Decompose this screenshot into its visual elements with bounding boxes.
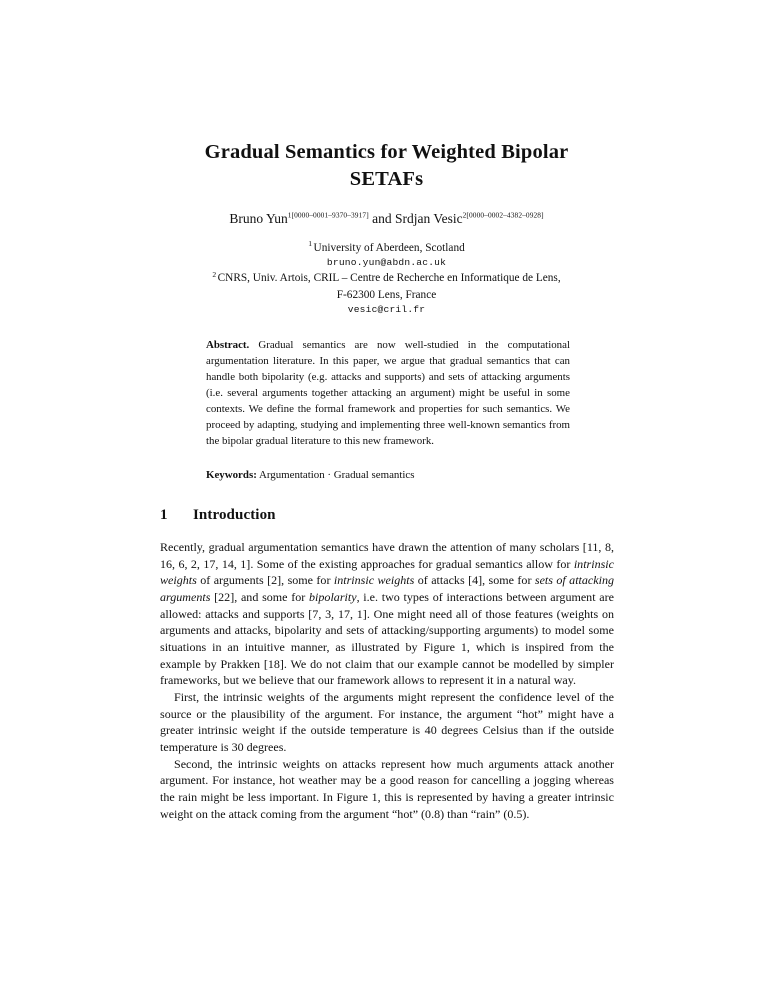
section-number: 1: [160, 507, 168, 523]
paper-title-block: [160, 139, 613, 194]
abstract-block: [206, 338, 570, 450]
author-1-affiliation-mark: 1[0000–0001–9370–3917]: [287, 210, 369, 220]
title-line-1: Gradual Semantics for Weighted Bipolar: [204, 141, 569, 163]
affiliation-2-mark: 2: [212, 269, 217, 279]
author-conjunction: and: [368, 211, 395, 226]
keywords-label: Keywords:: [206, 469, 257, 481]
title-line-2: SETAFs: [349, 168, 424, 191]
paragraph-2: First, the intrinsic weights of the arguments might represent the confidence level of the source or the plausibility of the argument. For instance, the argument “hot” might have a greater intrinsic weight if the outside temperature is 40 degrees Celsius than if the outside temperature is 30 degrees.: [160, 689, 614, 754]
author-2-affiliation-mark: 2[0000–0002–4382–0928]: [462, 210, 544, 220]
abstract-label: Abstract.: [206, 339, 250, 351]
body-content: [160, 539, 614, 822]
affiliation-2-text: CNRS, Univ. Artois, CRIL – Centre de Recherche en Informatique de Lens,: [217, 272, 561, 285]
affiliation-1-mark: 1: [308, 239, 313, 249]
paragraph-1: [160, 539, 614, 689]
author-1-name: Bruno Yun: [229, 211, 288, 226]
keywords-block: [206, 468, 570, 484]
paragraph-1-seg-3: of attacks [4], some for: [414, 573, 535, 588]
author-1-orcid: [0000–0001–9370–3917]: [291, 210, 369, 220]
keywords-text: Argumentation · Gradual semantics: [258, 469, 415, 481]
paragraph-1-emph-3: sets of attacking arguments: [160, 573, 615, 604]
affiliation-list: [130, 240, 643, 317]
author-2-orcid: [0000–0002–4382–0928]: [466, 210, 544, 220]
affiliation-2-line-1: [130, 270, 643, 286]
affiliation-1-email: bruno.yun@abdn.ac.uk: [326, 257, 447, 269]
section-heading-introduction: [160, 507, 613, 524]
section-title: Introduction: [193, 507, 276, 523]
abstract-text: Gradual semantics are now well-studied in the computational argumentation literature. In this paper, we argue that gradual semantics that can handle both bipolarity (e.g. attacks and supports) and sets of attacking arguments (i.e. several arguments together attacking an argument) might be useful in some contexts. We define the formal framework and properties for such semantics. We proceed by adapting, studying and implementing three well-known semantics from the bipolar gradual literature to this new framework.: [206, 339, 570, 447]
paragraph-1-emph-2: intrinsic weights: [333, 573, 415, 588]
author-2-name: Srdjan Vesic: [395, 211, 463, 226]
paragraph-1-seg-2: of arguments [2], some for: [196, 573, 334, 588]
paragraph-1-emph-1: intrinsic weights: [160, 556, 614, 588]
paragraph-1-seg-4: [22], and some for: [210, 589, 310, 604]
paragraph-1-emph-4: bipolarity: [309, 589, 357, 604]
page-title: [160, 139, 613, 194]
affiliation-2-email: vesic@cril.fr: [347, 304, 426, 316]
affiliation-2-line-2: F-62300 Lens, France: [336, 288, 437, 301]
affiliation-1-text: University of Aberdeen, Scotland: [313, 242, 465, 254]
paragraph-1-seg-1: Recently, gradual argumentation semantics have drawn the attention of many scholars [11, 8, 16, 6, 2, 17, 14, 1]. Some of the existing approaches for gradual semantics allow for: [160, 540, 614, 571]
affiliation-1-line: [130, 240, 643, 256]
paragraph-3: Second, the intrinsic weights on attacks represent how much arguments attack another argument. For instance, hot weather may be a good reason for cancelling a jogging whereas the rain might be less important. In Figure 1, this is represented by having a greater intrinsic weight on the attack coming from the argument “hot” (0.8) than “rain” (0.5).: [160, 756, 614, 821]
paragraph-1-seg-5: , i.e. two types of interactions between argument are allowed: attacks and supports [7, 3, 17, 1]. One might need all of those features (weights on arguments and attacks, bipolarity and sets of attacking/supporting arguments) to model some situations in an intuitive manner, as illustrated by Figure 1, which is inspired from the example by Prakken [18]. We do not claim that our example cannot be modelled by simpler frameworks, but we believe that our framework allows to represent it in a natural way.: [160, 589, 614, 688]
author-list: [160, 210, 613, 228]
